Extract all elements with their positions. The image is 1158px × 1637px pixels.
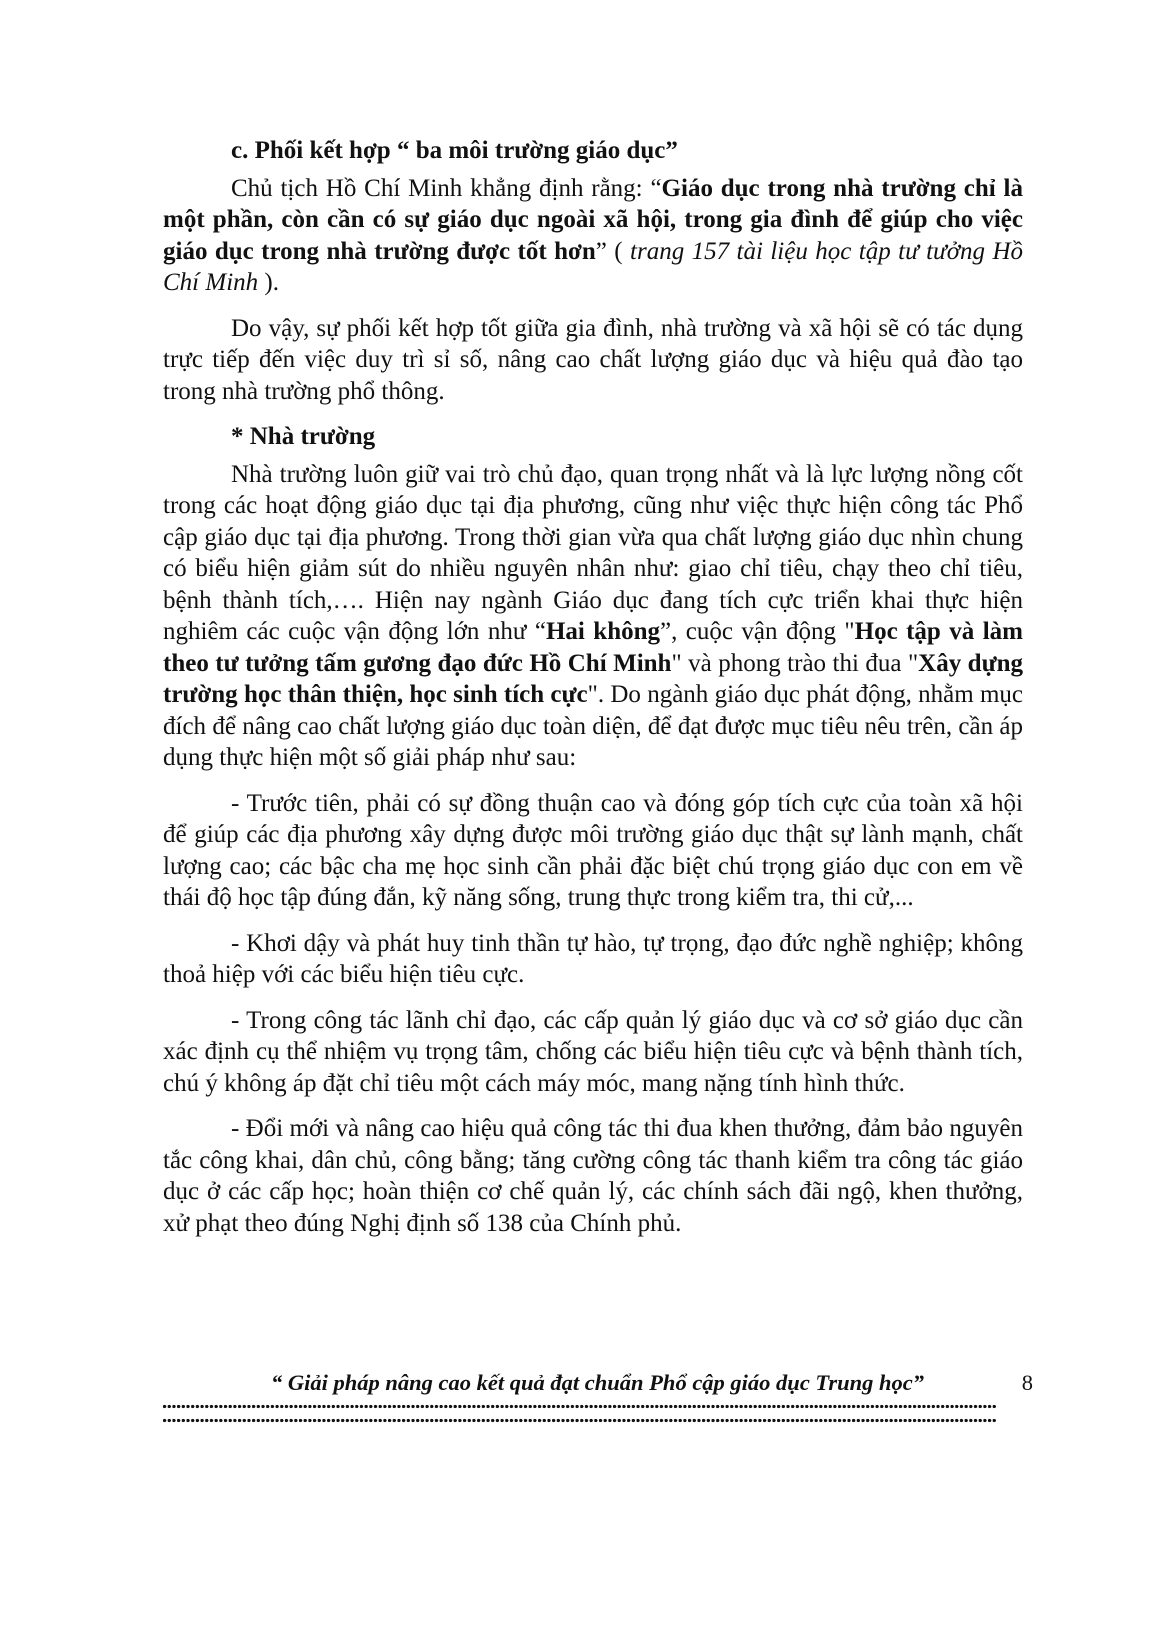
bullet-1: - Trước tiên, phải có sự đồng thuận cao và đóng góp tích cực của toàn xã hội để giúp các địa phương xây dựng được môi trường giáo dục thật sự lành mạnh, chất lượng cao; các bậc cha mẹ học sinh cần phải đặc biệt chú trọng giáo dục con em về thái độ học tập đúng đắn, kỹ năng sống, trung thực trong kiểm tra, thi cử,... — [163, 789, 1023, 911]
page-number: 8 — [1021, 1370, 1033, 1395]
school-text-1: Nhà trường luôn giữ vai trò chủ đạo, quan trọng nhất và là lực lượng nồng cốt trong các hoạt động giáo dục tại địa phương, cũng như việc thực hiện công tác Phổ cập giáo dục tại địa phương. Trong thời gian vừa qua chất lượng giáo dục nhìn chung có biểu hiện giảm sút do nhiều nguyên nhân như: giao chỉ tiêu, chạy theo chỉ tiêu, bệnh thành tích,…. Hiện nay ngành Giáo dục đang tích cực triển khai thực hiện nghiêm các cuộc vận động lớn như “ — [163, 460, 1023, 645]
quote-end: ). — [258, 269, 279, 296]
footer-dotted-rule-top — [163, 1404, 997, 1409]
quote-close: ” ( — [595, 237, 631, 265]
page-footer — [163, 1370, 1033, 1430]
school-text-2: ”, cuộc vận động " — [660, 618, 855, 645]
quote-paragraph — [163, 173, 1023, 299]
school-text-4: ". Do ngành giáo dục phát động, nhằm mục đích để nâng cao chất lượng giáo dục toàn diện, để đạt được mục tiêu nêu trên, cần áp dụng thực hiện một số giải pháp như sau: — [163, 681, 1023, 771]
quote-bold: Giáo dục trong nhà trường chỉ là một phần, còn cần có sự giáo dục ngoài xã hội, trong gia đình để giúp cho việc giáo dục trong nhà trường được tốt hơn — [163, 174, 1023, 265]
school-paragraph — [163, 459, 1023, 774]
campaign-hai-khong: Hai không — [545, 618, 661, 645]
school-text-3: " và phong trào thi đua " — [671, 649, 919, 677]
bullet-4: - Đổi mới và nâng cao hiệu quả công tác thi đua khen thưởng, đảm bảo nguyên tắc công khai, dân chủ, công bằng; tăng cường công tác thanh kiểm tra công tác giáo dục ở các cấp học; hoàn thiện cơ chế quản lý, các chính sách đãi ngộ, khen thưởng, xử phạt theo đúng Nghị định số 138 của Chính phủ. — [163, 1115, 1023, 1237]
bullet-3: - Trong công tác lãnh chỉ đạo, các cấp quản lý giáo dục và cơ sở giáo dục cần xác định cụ thể nhiệm vụ trọng tâm, chống các biểu hiện tiêu cực và bệnh thành tích, chú ý không áp đặt chỉ tiêu một cách máy móc, mang nặng tính hình thức. — [163, 1006, 1023, 1097]
footer-dotted-rule-bottom — [163, 1418, 997, 1423]
campaign-ho-chi-minh: Học tập và làm theo tư tưởng tấm gương đạo đức Hồ Chí Minh — [163, 618, 1023, 677]
campaign-friendly-school: Xây dựng trường học thân thiện, học sinh tích cực — [163, 649, 1023, 708]
footer-title: “ Giải pháp nâng cao kết quả đạt chuẩn Phổ cập giáo dục Trung học” — [271, 1370, 924, 1395]
bullet-2: - Khơi dậy và phát huy tinh thần tự hào, tự trọng, đạo đức nghề nghiệp; không thoả hiệp với các biểu hiện tiêu cực. — [163, 929, 1023, 988]
quote-source: trang 157 tài liệu học tập tư tưởng Hồ Chí Minh — [163, 237, 1024, 296]
page-body — [163, 135, 1023, 1253]
coordination-paragraph: Do vậy, sự phối kết hợp tốt giữa gia đình, nhà trường và xã hội sẽ có tác dụng trực tiếp đến việc duy trì sỉ số, nâng cao chất lượng giáo dục và hiệu quả đào tạo trong nhà trường phổ thông. — [163, 314, 1023, 405]
school-heading: * Nhà trường — [231, 423, 376, 450]
quote-lead: Chủ tịch Hồ Chí Minh khẳng định rằng: “ — [231, 174, 662, 202]
section-heading: c. Phối kết hợp “ ba môi trường giáo dục” — [231, 137, 678, 164]
